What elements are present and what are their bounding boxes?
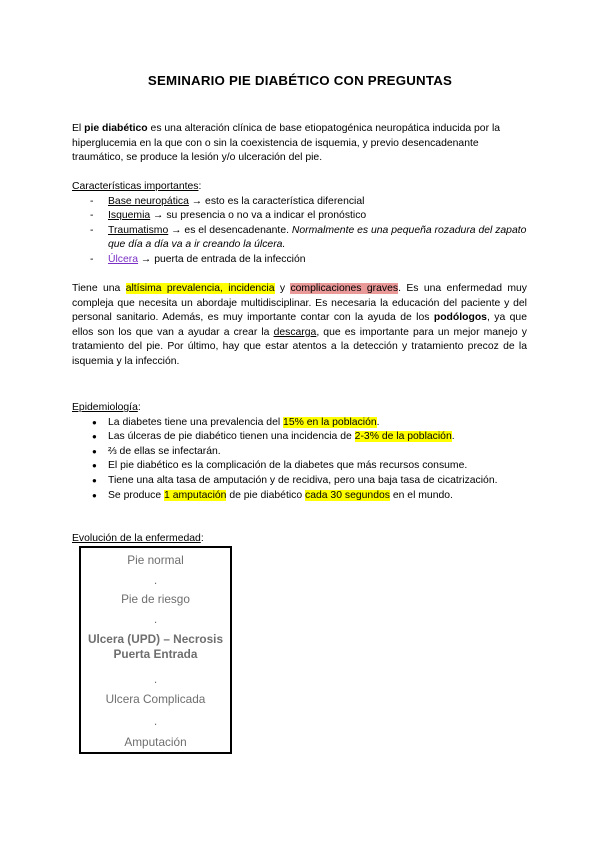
epidemiologia-heading: Epidemiología:	[72, 402, 141, 413]
caracteristicas-list	[72, 195, 527, 268]
stage-puerta-entrada: Puerta Entrada	[113, 647, 198, 661]
epidemiologia-section	[72, 401, 527, 503]
list-item: - Traumatismo → es el desencadenante. Normalmente es una pequeña rozadura del zapato que día a día va a ir creando la úlcera.	[90, 224, 527, 253]
intro-text-1: El	[72, 123, 85, 134]
intro-text-2: es una alteración clínica de base etiopatogénica neuropática inducida por la hiperglucemia en la que con o sin la coexistencia de isquemia, y previo desencadenante traumático, se produce la lesión y/o ulceración del pie.	[72, 123, 501, 164]
stage-separator: .	[153, 672, 158, 686]
stage-ulcera-necrosis: Ulcera (UPD) – Necrosis	[87, 632, 224, 646]
list-item: ● ⅔ de ellas se infectarán.	[92, 445, 527, 460]
intro-bold-term: pie diabético	[84, 123, 148, 134]
bold-podologos: podólogos	[433, 312, 487, 324]
list-item: ● Tiene una alta tasa de amputación y de recidiva, pero una baja tasa de cicatrización.	[92, 474, 527, 489]
epidemiologia-list	[72, 416, 527, 504]
list-item: - Base neuropática → esto es la característica diferencial	[90, 195, 527, 210]
list-item: ● El pie diabético es la complicación de la diabetes que más recursos consume.	[92, 459, 527, 474]
evolucion-heading: Evolución de la enfermedad:	[72, 533, 204, 544]
list-item: ● La diabetes tiene una prevalencia del 15% en la población.	[92, 416, 527, 431]
stage-separator: .	[153, 714, 158, 728]
highlight-complicaciones: complicaciones graves	[290, 283, 399, 294]
ulcera-link[interactable]: Úlcera	[108, 253, 139, 265]
page-title: SEMINARIO PIE DIABÉTICO CON PREGUNTAS	[147, 73, 453, 88]
caracteristicas-heading: Características importantes:	[72, 181, 202, 192]
list-item: - Isquemia → su presencia o no va a indicar el pronóstico	[90, 209, 527, 224]
paragraph-multidisciplinar: Tiene una altísima prevalencia, incidencia y complicaciones graves. Es una enfermedad muy compleja que necesita un abordaje multidisciplinar. Es necesaria la educación del paciente y del personal sanitario. Además, es muy importante contar con la ayuda de los podólogos, ya que ellos son los que van a ayudar a crear la descarga, que es importante para un mejor manejo y tratamiento del pie. Por último, hay que estar atentos a la detección y tratamiento precoz de la isquemia y la infección.	[72, 283, 528, 367]
stage-separator: .	[153, 573, 158, 587]
stage-pie-riesgo: Pie de riesgo	[121, 592, 190, 606]
intro-paragraph	[72, 122, 527, 166]
caracteristicas-section	[72, 180, 527, 268]
evolucion-diagram	[79, 546, 232, 754]
stage-amputacion: Amputación	[124, 735, 187, 749]
stage-pie-normal: Pie normal	[127, 553, 184, 567]
underline-descarga: descarga	[273, 326, 317, 338]
stage-ulcera-complicada: Ulcera Complicada	[105, 692, 206, 706]
list-item: - Úlcera → puerta de entrada de la infección	[90, 253, 527, 268]
stage-separator: .	[153, 612, 158, 626]
highlight-prevalencia: altísima prevalencia, incidencia	[125, 283, 275, 294]
list-item: ● Se produce 1 amputación de pie diabético cada 30 segundos en el mundo.	[92, 489, 527, 504]
list-item: ● Las úlceras de pie diabético tienen una incidencia de 2-3% de la población.	[92, 430, 527, 445]
